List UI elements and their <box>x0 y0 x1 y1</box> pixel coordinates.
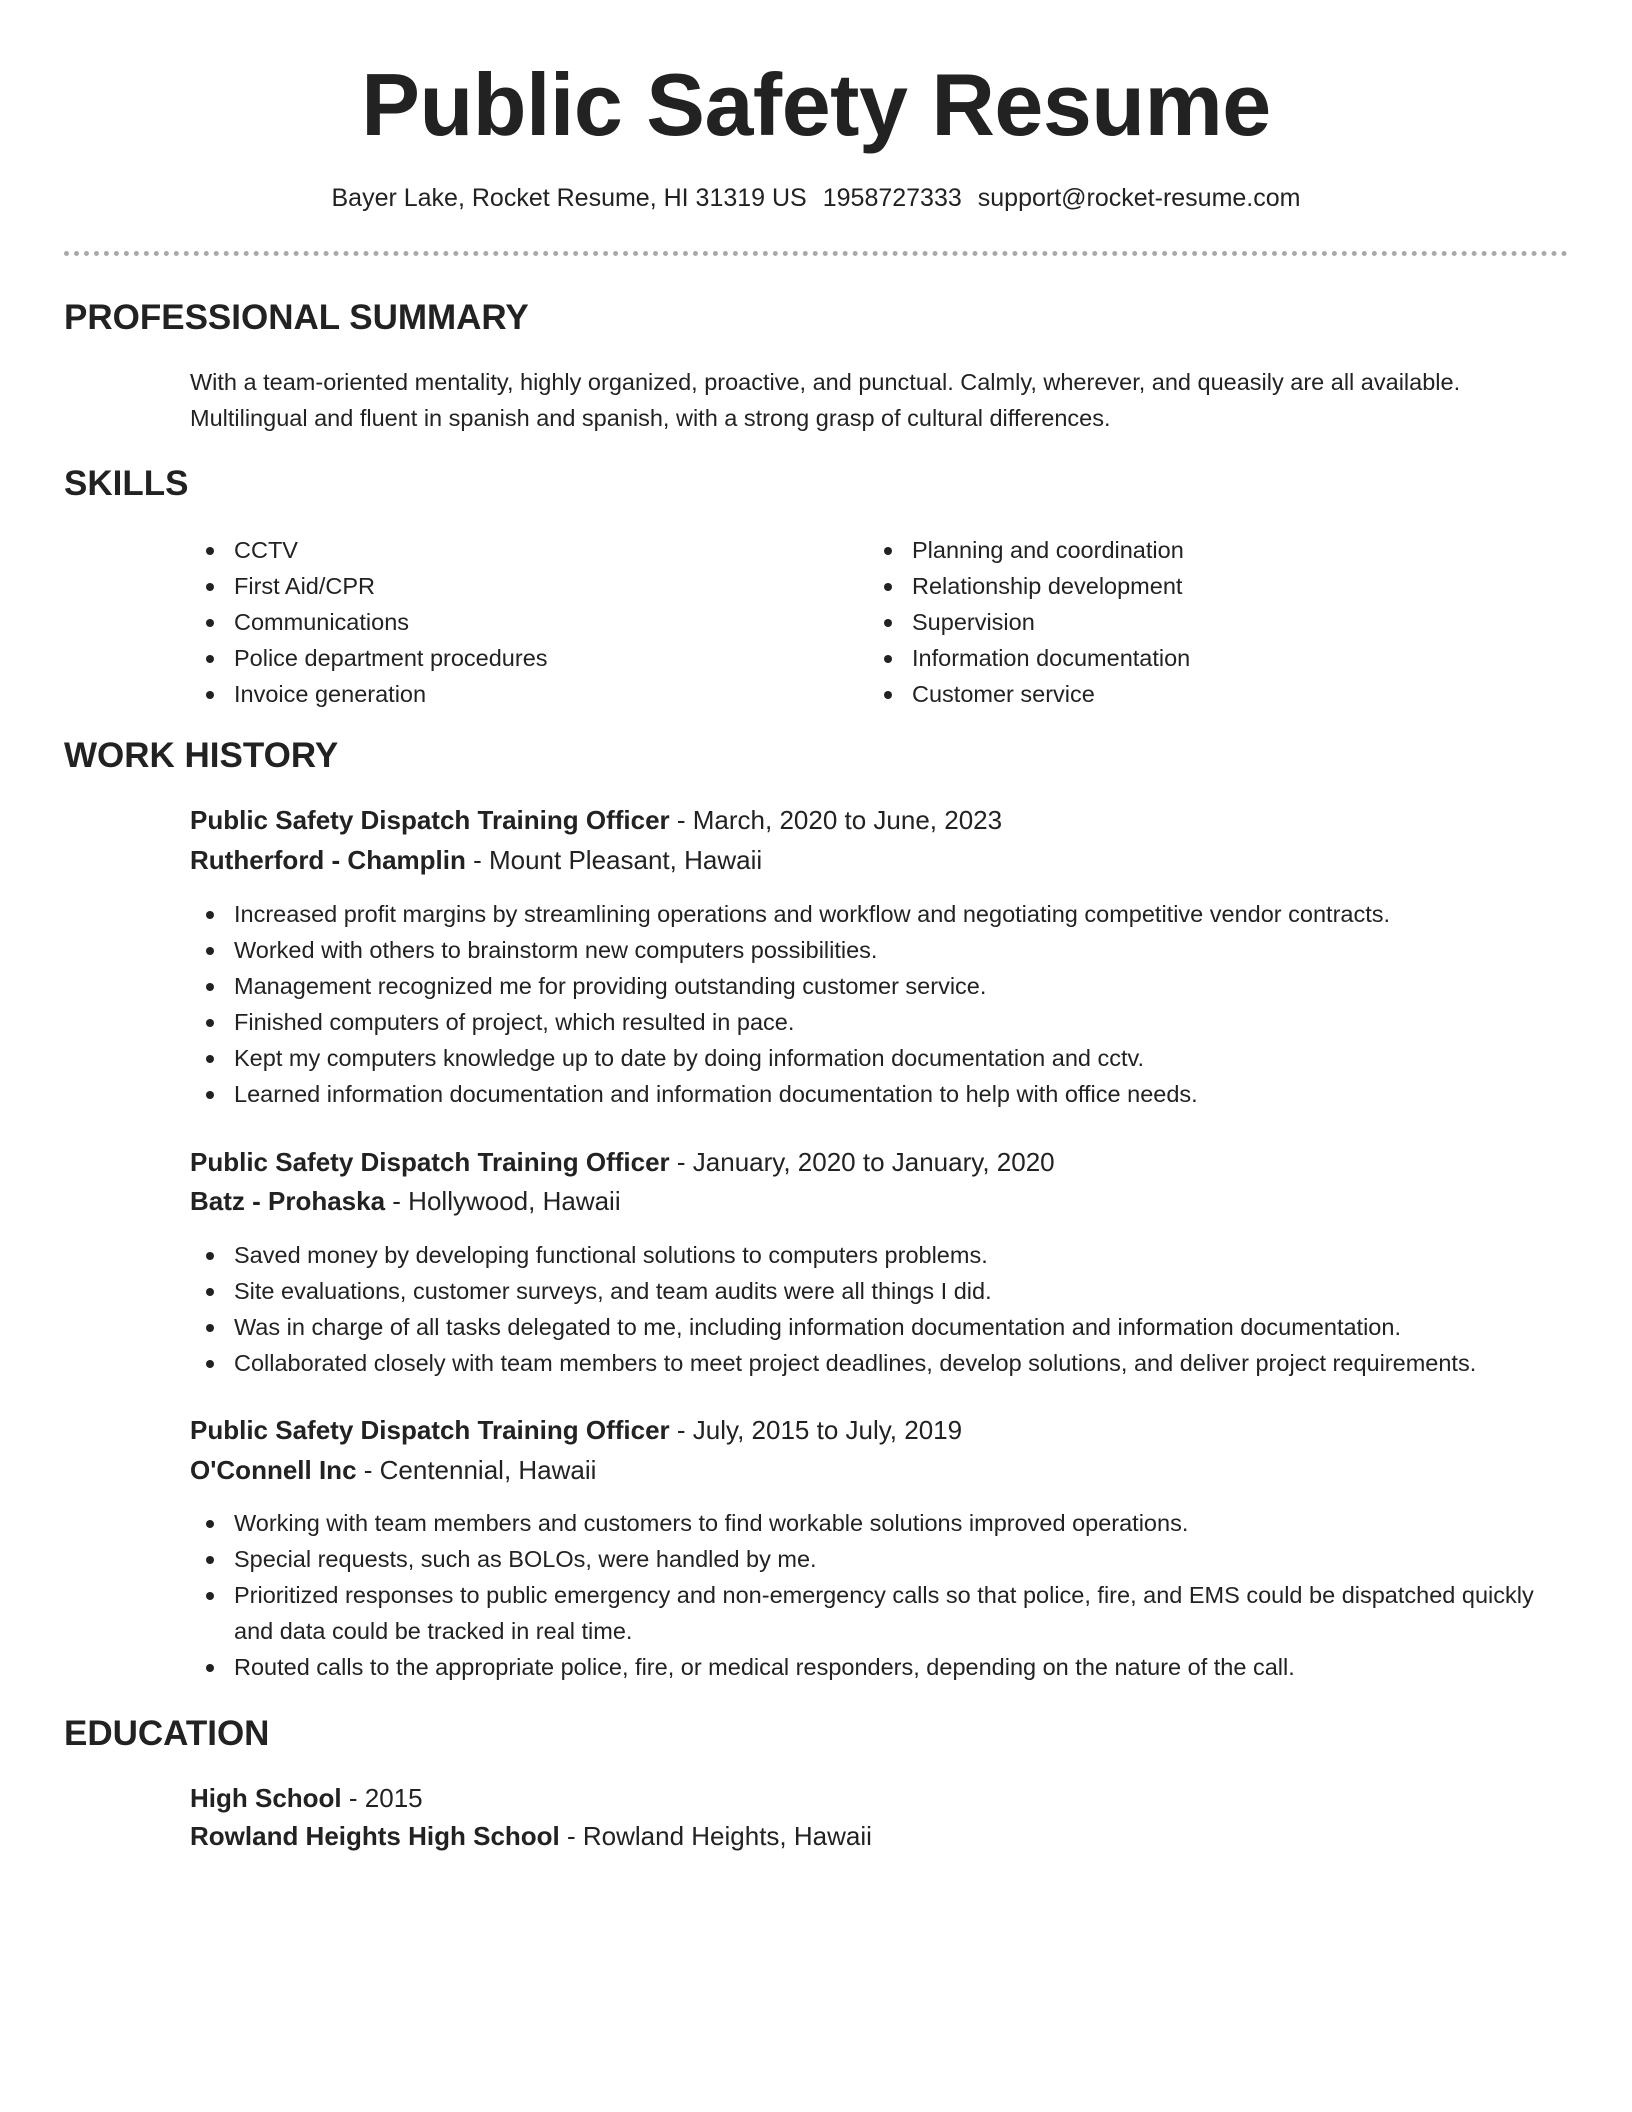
job-company: Rutherford - Champlin <box>190 845 466 875</box>
job-location: - Mount Pleasant, Hawaii <box>465 845 763 875</box>
skill-item: Information documentation <box>868 640 1518 676</box>
skill-item: Supervision <box>868 604 1518 640</box>
list-item: Routed calls to the appropriate police, fire, or medical responders, depending on the nature of the call. <box>190 1649 1570 1685</box>
contact-address: Bayer Lake, Rocket Resume, HI 31319 US <box>331 184 807 212</box>
contact-phone: 1958727333 <box>822 184 962 212</box>
section-title-skills: SKILLS <box>64 464 189 503</box>
list-item: Kept my computers knowledge up to date by doing information documentation and cctv. <box>190 1040 1570 1076</box>
skills-list-right <box>868 532 1518 712</box>
education-degree-line <box>190 1780 423 1816</box>
list-item: Management recognized me for providing outstanding customer service. <box>190 968 1570 1004</box>
job-title: Public Safety Dispatch Training Officer <box>190 1147 670 1177</box>
job-company-line <box>190 1183 621 1219</box>
job-location: - Centennial, Hawaii <box>356 1455 597 1485</box>
list-item: Collaborated closely with team members to meet project deadlines, develop solutions, and deliver project requirements. <box>190 1345 1570 1381</box>
contact-line <box>0 180 1632 216</box>
skills-list-left <box>190 532 840 712</box>
summary-text: With a team-oriented mentality, highly organized, proactive, and punctual. Calmly, wherever, and queasily are all available. Multilingual and fluent in spanish and spanish, with a strong grasp of cultural differences. <box>190 369 1461 431</box>
list-item: Increased profit margins by streamlining operations and workflow and negotiating competitive vendor contracts. <box>190 896 1570 932</box>
list-item: Working with team members and customers to find workable solutions improved operations. <box>190 1505 1570 1541</box>
skill-item: Communications <box>190 604 840 640</box>
job-bullets <box>190 896 1570 1112</box>
skill-item: Relationship development <box>868 568 1518 604</box>
section-title-summary: PROFESSIONAL SUMMARY <box>64 298 529 337</box>
list-item: Site evaluations, customer surveys, and team audits were all things I did. <box>190 1273 1570 1309</box>
job-title-line <box>190 802 1002 838</box>
job-dates: - March, 2020 to June, 2023 <box>669 805 1003 835</box>
contact-email: support@rocket-resume.com <box>977 184 1301 212</box>
job-title: Public Safety Dispatch Training Officer <box>190 1415 670 1445</box>
list-item: Finished computers of project, which resulted in pace. <box>190 1004 1570 1040</box>
job-company: Batz - Prohaska <box>190 1186 386 1216</box>
job-title-line <box>190 1412 962 1448</box>
section-title-work: WORK HISTORY <box>64 736 339 775</box>
education-year: - 2015 <box>341 1783 423 1813</box>
job-company: O'Connell Inc <box>190 1455 357 1485</box>
job-company-line <box>190 1452 596 1488</box>
list-item: Saved money by developing functional solutions to computers problems. <box>190 1237 1570 1273</box>
education-location: - Rowland Heights, Hawaii <box>559 1821 872 1851</box>
education-degree: High School <box>190 1783 342 1813</box>
skill-item: CCTV <box>190 532 840 568</box>
section-title-education: EDUCATION <box>64 1714 270 1753</box>
job-bullets <box>190 1237 1570 1381</box>
list-item: Worked with others to brainstorm new computers possibilities. <box>190 932 1570 968</box>
job-company-line <box>190 842 762 878</box>
job-title-line <box>190 1144 1055 1180</box>
list-item: Was in charge of all tasks delegated to me, including information documentation and information documentation. <box>190 1309 1570 1345</box>
job-location: - Hollywood, Hawaii <box>385 1186 621 1216</box>
list-item: Special requests, such as BOLOs, were handled by me. <box>190 1541 1570 1577</box>
resume-name: Public Safety Resume <box>361 55 1271 154</box>
job-dates: - January, 2020 to January, 2020 <box>669 1147 1055 1177</box>
education-school-line <box>190 1818 872 1854</box>
job-bullets <box>190 1505 1570 1685</box>
job-dates: - July, 2015 to July, 2019 <box>669 1415 963 1445</box>
header-divider <box>64 251 1568 256</box>
job-title: Public Safety Dispatch Training Officer <box>190 805 670 835</box>
skill-item: First Aid/CPR <box>190 568 840 604</box>
skill-item: Planning and coordination <box>868 532 1518 568</box>
skill-item: Police department procedures <box>190 640 840 676</box>
list-item: Prioritized responses to public emergency and non-emergency calls so that police, fire, and EMS could be dispatched quickly and data could be tracked in real time. <box>190 1577 1570 1649</box>
education-school: Rowland Heights High School <box>190 1821 560 1851</box>
skill-item: Customer service <box>868 676 1518 712</box>
skill-item: Invoice generation <box>190 676 840 712</box>
list-item: Learned information documentation and information documentation to help with office needs. <box>190 1076 1570 1112</box>
